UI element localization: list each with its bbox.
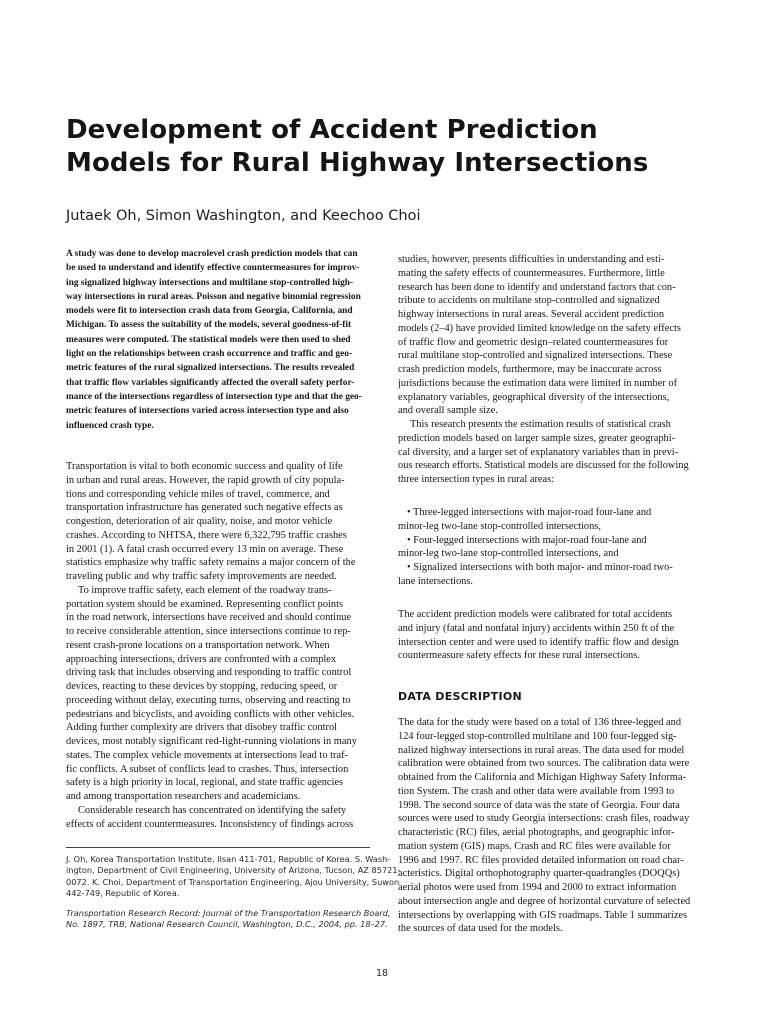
- section-heading: DATA DESCRIPTION: [398, 690, 523, 703]
- body-line: congestion, deterioration of air quality, noise, and motor vehicle: [66, 516, 333, 527]
- body-line: crash prediction models, furthermore, may be inaccurate across: [398, 364, 662, 375]
- list-item: • Three-legged intersections with major-road four-lane and: [407, 507, 652, 518]
- body-line: nalized highway intersections in rural areas. The data used for model: [398, 744, 685, 756]
- calibration-paragraph: [398, 608, 702, 663]
- body-line: and overall sample size.: [398, 405, 498, 417]
- body-line: acteristics. Digital orthophotography quarter-quadrangles (DOQQs): [398, 868, 680, 880]
- footnote-line: 0072. K. Choi, Department of Transportation Engineering, Ajou University, Suwon: [66, 876, 400, 887]
- body-line: mating the safety effects of countermeasures. Furthermore, little: [398, 267, 665, 279]
- body-line: 124 four-legged stop-controlled multilane and 100 four-legged sig-: [398, 730, 677, 742]
- body-line: calibration were obtained from two sources. The calibration data were: [398, 758, 690, 770]
- body-line: safety is a high priority in local, regional, and state traffic agencies: [66, 777, 344, 789]
- body-line: rural multilane stop-controlled and signalized intersections. These: [398, 350, 673, 362]
- body-line: in the road network, intersections have received and should continue: [66, 612, 352, 624]
- body-line: to receive considerable attention, since intersections continue to rep-: [66, 626, 351, 637]
- body-line: resent crash-prone locations on a transportation network. When: [66, 639, 330, 651]
- intersection-type-list: [398, 506, 702, 589]
- body-line: Transportation is vital to both economic success and quality of life: [66, 461, 343, 472]
- citation-line: Transportation Research Record: Journal of the Transportation Research Board,: [66, 908, 391, 918]
- list-item-continuation: lane intersections.: [398, 575, 474, 587]
- body-line: devices, reacting to these devices by stopping, reducing speed, or: [66, 681, 338, 692]
- body-line: states. The complex vehicle movements at intersections lead to traf-: [66, 749, 348, 761]
- author-affiliations: [66, 854, 401, 900]
- right-column-text: [398, 253, 702, 487]
- list-item-continuation: minor-leg two-lane stop-controlled intersections, and: [398, 548, 619, 560]
- body-line: sources were used to study Georgia intersections: crash files, roadway: [398, 813, 690, 825]
- paper-title: [66, 114, 706, 180]
- abstract-line: that traffic flow variables significantly affected the overall safety perfor-: [66, 377, 355, 388]
- body-line: The data for the study were based on a total of 136 three-legged and: [398, 717, 682, 728]
- body-line: highway intersections in rural areas. Several accident prediction: [398, 309, 665, 320]
- body-line: tribute to accidents on multilane stop-controlled and signalized: [398, 295, 660, 307]
- body-line: about intersection angle and degree of horizontal curvature of selected: [398, 895, 691, 907]
- body-line: countermeasure safety effects for these rural intersections.: [398, 650, 640, 662]
- body-line: three intersection types in rural areas:: [398, 474, 555, 485]
- abstract-line: measures were computed. The statistical models were then used to shed: [66, 334, 351, 345]
- body-line: statistics emphasize why traffic safety remains a major concern of the: [66, 557, 356, 569]
- body-line: in 2001 (1). A fatal crash occurred every 13 min on average. These: [66, 543, 344, 555]
- footnote-line: J. Oh, Korea Transportation Institute, Ilsan 411-701, Republic of Korea. S. Wash-: [66, 854, 391, 864]
- introduction-text: [66, 460, 370, 831]
- body-line: prediction models based on larger sample sizes, greater geographi-: [398, 432, 676, 444]
- body-line: tion System. The crash and other data were available from 1993 to: [398, 785, 675, 797]
- list-item: • Four-legged intersections with major-road four-lane and: [407, 534, 647, 546]
- abstract-line: be used to understand and identify effective countermeasures for improv-: [66, 263, 360, 274]
- title-line: Development of Accident Prediction: [66, 115, 598, 145]
- list-item-continuation: minor-leg two-lane stop-controlled intersections,: [398, 520, 601, 532]
- body-line: research has been done to identify and understand factors that con-: [398, 281, 676, 293]
- body-line: tions and corresponding vehicle miles of travel, commerce, and: [66, 488, 330, 500]
- abstract-line: Michigan. To assess the suitability of the models, several goodness-of-fit: [66, 320, 352, 331]
- body-line: ous research efforts. Statistical models are discussed for the following: [398, 460, 689, 472]
- body-line: pedestrians and bicyclists, and avoiding conflicts with other vehicles.: [66, 708, 354, 720]
- body-line: traveling public and why traffic safety improvements are needed.: [66, 571, 337, 582]
- body-line: models (2–4) have provided limited knowledge on the safety effects: [398, 322, 681, 334]
- body-line: obtained from the California and Michigan Highway Safety Informa-: [398, 772, 686, 783]
- body-line: transportation infrastructure has generated such negative effects as: [66, 502, 343, 514]
- citation-line: No. 1897, TRB, National Research Council, Washington, D.C., 2004, pp. 18–27.: [66, 919, 388, 930]
- body-line: of traffic flow and geometric design–related countermeasures for: [398, 336, 669, 348]
- body-line: The accident prediction models were calibrated for total accidents: [398, 609, 673, 620]
- body-line: 1998. The second source of data was the state of Georgia. Four data: [398, 799, 680, 811]
- body-line: the sources of data used for the models.: [398, 923, 563, 935]
- abstract-line: models were fit to intersection crash data from Georgia, California, and: [66, 306, 353, 317]
- body-line: intersections by overlapping with GIS roadmaps. Table 1 summarizes: [398, 909, 688, 921]
- body-line: and injury (fatal and nonfatal injury) accidents within 250 ft of the: [398, 622, 675, 634]
- footnote-divider: [66, 847, 370, 848]
- body-line: portation system should be examined. Representing conflict points: [66, 598, 344, 610]
- body-line: devices, most notably significant red-light-running violations in many: [66, 736, 357, 747]
- body-line: crashes. According to NHTSA, there were 6,322,795 traffic crashes: [66, 529, 347, 541]
- abstract-line: metric features of intersections varied across intersection type and also: [66, 406, 349, 417]
- body-line: effects of accident countermeasures. Inconsistency of findings across: [66, 818, 354, 830]
- abstract-line: light on the relationships between crash occurrence and traffic and geo-: [66, 349, 353, 360]
- body-line: To improve traffic safety, each element of the roadway trans-: [78, 584, 332, 596]
- body-line: jurisdictions because the estimation data were limited in number of: [398, 377, 678, 389]
- page-number: 18: [376, 968, 389, 979]
- journal-citation: [66, 908, 391, 931]
- body-line: approaching intersections, drivers are confronted with a complex: [66, 653, 337, 665]
- footnote-line: ington, Department of Civil Engineering, University of Arizona, Tucson, AZ 85721-: [66, 865, 401, 876]
- abstract-line: metric features of the rural signalized intersections. The results revealed: [66, 363, 355, 374]
- body-line: Considerable research has concentrated on identifying the safety: [78, 804, 347, 816]
- abstract-line: influenced crash type.: [66, 420, 154, 431]
- abstract-line: mance of the intersections regardless of intersection type and that the geo-: [66, 391, 362, 402]
- body-line: intersection center and were used to identify traffic flow and design: [398, 636, 679, 648]
- title-line: Models for Rural Highway Intersections: [66, 148, 649, 178]
- footnote-line: 442-749, Republic of Korea.: [66, 888, 180, 899]
- body-line: Adding further complexity are drivers that disobey traffic control: [66, 722, 338, 734]
- body-line: mation system (GIS) maps. Crash and RC files were available for: [398, 840, 671, 852]
- body-line: fic conflicts. A subset of conflicts lead to crashes. Thus, intersection: [66, 763, 349, 775]
- data-description-text: [398, 716, 702, 936]
- body-line: explanatory variables, geographical diversity of the intersections,: [398, 391, 670, 403]
- list-item: • Signalized intersections with both major- and minor-road two-: [407, 562, 673, 573]
- abstract: [66, 247, 370, 433]
- body-line: driving task that includes observing and responding to traffic control: [66, 667, 352, 679]
- body-line: aerial photos were used from 1994 and 2000 to extract information: [398, 882, 677, 893]
- body-line: and among transportation researchers and academicians.: [66, 791, 301, 802]
- body-line: cal diversity, and a larger set of explanatory variables than in previ-: [398, 446, 679, 458]
- abstract-line: A study was done to develop macrolevel crash prediction models that can: [66, 249, 358, 259]
- author-list: Jutaek Oh, Simon Washington, and Keechoo Choi: [66, 208, 421, 224]
- body-line: studies, however, presents difficulties in understanding and esti-: [398, 254, 665, 265]
- body-line: characteristic (RC) files, aerial photographs, and geographic infor-: [398, 827, 675, 838]
- body-line: This research presents the estimation results of statistical crash: [410, 419, 671, 430]
- body-line: in urban and rural areas. However, the rapid growth of city popula-: [66, 474, 345, 486]
- body-line: 1996 and 1997. RC files provided detailed information on road char-: [398, 854, 684, 866]
- abstract-line: way intersections in rural areas. Poisson and negative binomial regression: [66, 291, 361, 302]
- body-line: proceeding without delay, executing turns, observing and reacting to: [66, 694, 351, 706]
- abstract-line: ing signalized highway intersections and multilane stop-controlled high-: [66, 277, 354, 288]
